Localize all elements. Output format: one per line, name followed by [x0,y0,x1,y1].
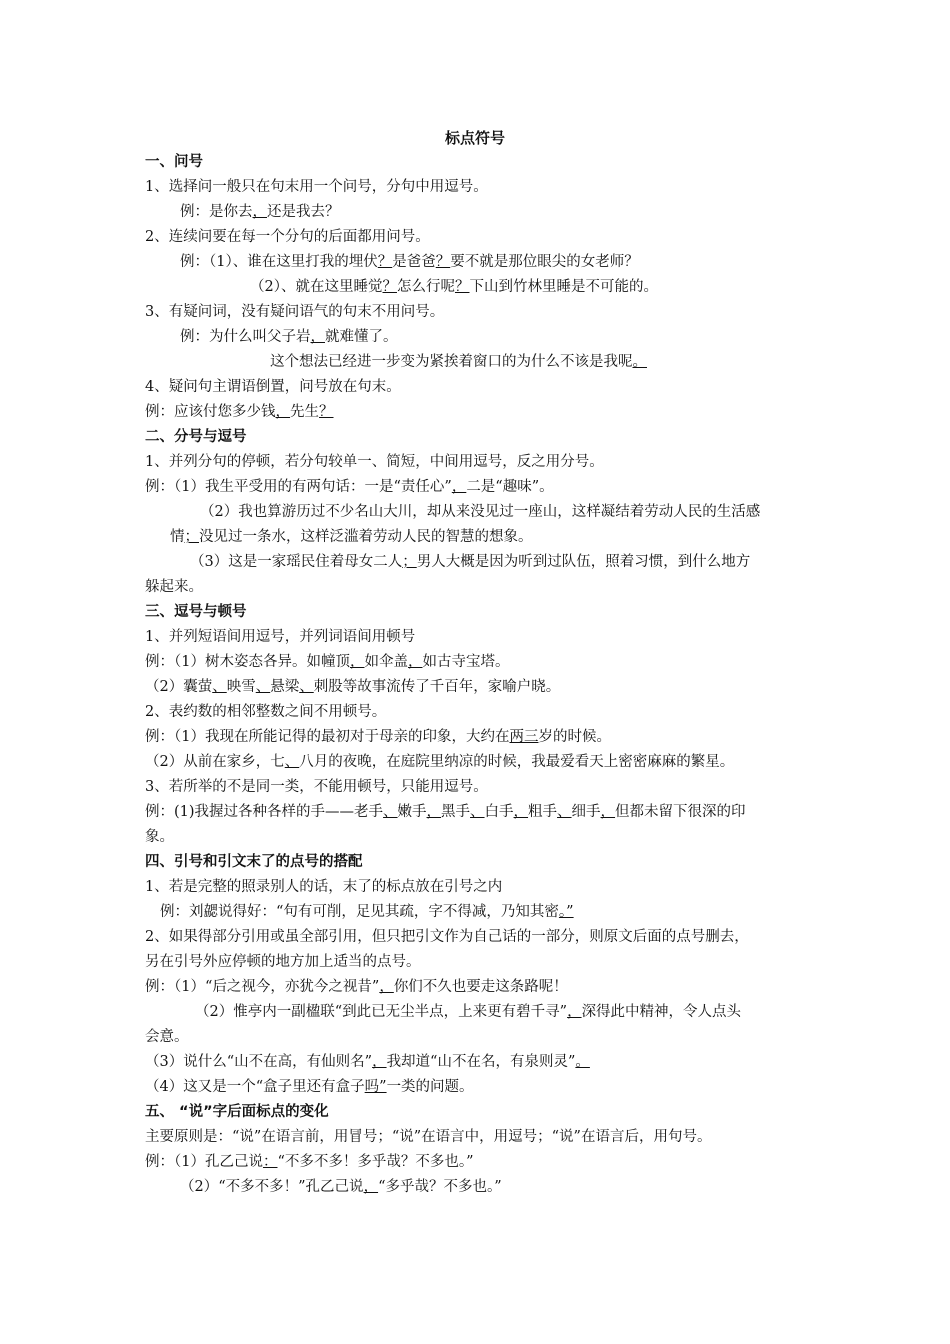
text-segment: （3）这是一家瑶民住着母女二人 [190,554,403,570]
text-line [0,351,950,373]
section-heading [0,1101,950,1123]
text-line [0,501,950,523]
underlined-mark: ？ [377,254,393,270]
section-heading [0,151,950,173]
text-line [0,376,950,398]
text-line [0,276,950,298]
text-segment: 黑手 [441,804,471,820]
underlined-mark: ， [379,979,394,995]
underlined-mark: 。 [575,1054,590,1070]
underlined-mark: ， [349,654,365,670]
text-segment: 怎么行呢 [396,279,455,295]
text-segment: 嫩手 [397,804,427,820]
underlined-mark: ； [184,529,199,545]
underlined-mark: ？ [454,279,470,295]
text-segment: 情 [170,529,185,545]
underlined-mark: ， [513,804,529,820]
text-segment: 我却道“山不在名，有泉则灵” [386,1054,576,1070]
text-line [0,451,950,473]
text-line [0,201,950,223]
text-segment: 例：是你去 [180,204,253,220]
document-title: 标点符号 [444,129,505,147]
text-line [0,401,950,423]
text-segment: 1、选择问一般只在句末用一个问号，分句中用逗号。 [145,179,488,195]
text-segment: （2）“不多不多！”孔乙己说 [180,1179,364,1195]
text-segment: 例：为什么叫父子岩 [180,329,311,345]
text-segment: 五、 “说”字后面标点的变化 [145,1104,329,1120]
text-line [0,651,950,673]
underlined-mark: ？ [319,404,334,420]
text-line [0,776,950,798]
text-segment: 粗手 [528,804,558,820]
underlined-mark: ， [372,1054,387,1070]
text-line [0,901,950,923]
text-segment: 1、并列分句的停顿，若分句较单一、简短，中间用逗号，反之用分号。 [145,454,604,470]
text-line [0,476,950,498]
text-segment: 另在引号外应停顿的地方加上适当的点号。 [145,954,421,970]
text-segment: 一、问号 [145,154,203,170]
text-segment: 你们不久也要走这条路呢！ [393,979,568,995]
underlined-mark: ； [402,554,417,570]
text-segment: 要不就是那位眼尖的女老师？ [450,254,639,270]
text-line [0,676,950,698]
section-heading [0,851,950,873]
text-segment: 如古寺宝塔。 [422,654,510,670]
text-line [0,226,950,248]
underlined-mark: 。” [558,904,574,920]
text-segment: 二是“趣味”。 [466,479,554,495]
underlined-mark: 、 [383,804,398,820]
text-line [0,576,950,598]
text-segment: （4）这又是一个“盒子里还有盒子 [145,1079,365,1095]
text-segment: 例：应该付您多少钱 [145,404,276,420]
underlined-mark: 。 [632,354,647,370]
underlined-mark: ， [407,654,423,670]
text-line [0,1151,950,1173]
text-line [0,951,950,973]
underlined-mark: ， [451,479,467,495]
text-segment: 如伞盖 [364,654,408,670]
text-segment: 2、连续问要在每一个分句的后面都用问号。 [145,229,430,245]
text-segment: 例：（1）“后之视今，亦犹今之视昔” [145,979,380,995]
text-segment: 例：（1）我生平受用的有两句话：一是“责任心” [145,479,452,495]
text-segment: 是爸爸 [392,254,436,270]
underlined-mark: 两三 [509,729,539,745]
text-line [0,1076,950,1098]
text-segment: 没见过一条水，这样泛滥着劳动人民的智慧的想象。 [199,529,533,545]
text-line [0,1001,950,1023]
text-segment: 躲起来。 [145,579,203,595]
text-line [0,301,950,323]
text-segment: 例：（1）我现在所能记得的最初对于母亲的印象，大约在 [145,729,510,745]
text-segment: 八月的夜晚，在庭院里纳凉的时候，我最爱看天上密密麻麻的繁星。 [299,754,735,770]
underlined-mark: ？ [382,279,397,295]
text-segment: 下山到竹林里睡是不可能的。 [469,279,658,295]
text-segment: 还是我去？ [267,204,340,220]
text-line [0,176,950,198]
underlined-mark: 、 [557,804,572,820]
text-line [0,701,950,723]
text-line [0,251,950,273]
text-segment: 刺股等故事流传了千百年，家喻户晓。 [313,679,561,695]
text-segment: “不多不多！多乎哉？不多也。” [277,1154,474,1170]
text-segment: 一类的问题。 [386,1079,474,1095]
text-segment: （2）从前在家乡，七 [145,754,285,770]
underlined-mark: ， [252,204,267,220]
text-segment: （2）我也算游历过不少名山大川，却从来没见过一座山，这样凝结着劳动人民的生活感 [200,504,761,520]
underlined-mark: 、 [299,679,314,695]
text-segment: “多乎哉？不多也。” [378,1179,502,1195]
text-segment: 3、若所举的不是同一类，不能用顿号，只能用逗号。 [145,779,488,795]
text-segment: 例：（1）树木姿态各异。如幢顶 [145,654,350,670]
text-segment: 1、若是完整的照录别人的话，末了的标点放在引号之内 [145,879,503,895]
text-segment: 深得此中精神，令人点头 [581,1004,742,1020]
text-segment: 例：（1）孔乙己说 [145,1154,263,1170]
text-segment: 先生 [290,404,319,420]
text-segment: 2、如果得部分引用或虽全部引用，但只把引文作为自己话的一部分，则原文后面的点号删去， [145,929,749,945]
text-segment: 四、引号和引文末了的点号的搭配 [145,854,363,870]
text-segment: 映雪 [226,679,256,695]
text-segment: 4、疑问句主谓语倒置，问号放在句末。 [145,379,401,395]
text-line [0,801,950,823]
underlined-mark: 、 [284,754,300,770]
text-segment: 但都未留下很深的印 [615,804,746,820]
underlined-mark: 、 [212,679,227,695]
text-segment: （3）说什么“山不在高，有仙则名” [145,1054,373,1070]
text-segment: 象。 [145,829,174,845]
underlined-mark: ， [275,404,290,420]
text-line [0,1126,950,1148]
underlined-mark: ， [363,1179,379,1195]
text-line [0,1026,950,1048]
text-line [0,876,950,898]
underlined-mark: ， [600,804,616,820]
text-segment: 2、表约数的相邻整数之间不用顿号。 [145,704,387,720]
text-segment: 例：(1)我握过各种各样的手——老手 [145,804,384,820]
underlined-mark: ， [310,329,325,345]
underlined-mark: ， [426,804,442,820]
text-segment: 例：（1）、谁在这里打我的埋伏 [180,254,378,270]
text-line [0,751,950,773]
text-segment: 1、并列短语间用逗号，并列词语间用顿号 [145,629,416,645]
text-segment: 这个想法已经进一步变为紧挨着窗口的为什么不该是我呢 [270,354,633,370]
text-line [0,1176,950,1198]
section-heading [0,601,950,623]
text-segment: 三、逗号与顿号 [145,604,247,620]
underlined-mark: ： [262,1154,278,1170]
text-segment: 岁的时候。 [538,729,611,745]
text-segment: 就难懂了。 [325,329,398,345]
text-segment: 主要原则是：“说”在语言前，用冒号；“说”在语言中，用逗号；“说”在语言后，用句号。 [145,1129,712,1145]
text-segment: （2）惟亭内一副楹联“到此已无尘半点，上来更有碧千寻” [195,1004,568,1020]
underlined-mark: ？ [435,254,451,270]
text-line [0,326,950,348]
text-segment: （2）、就在这里睡觉 [250,279,383,295]
text-line [0,976,950,998]
underlined-mark: 、 [470,804,485,820]
text-line [0,1051,950,1073]
text-segment: （2）囊萤 [145,679,213,695]
underlined-mark: 吗” [364,1079,387,1095]
underlined-mark: ， [567,1004,582,1020]
text-segment: 细手 [571,804,601,820]
text-segment: 白手 [484,804,514,820]
text-line [0,526,950,548]
text-segment: 悬梁 [270,679,300,695]
text-segment: 3、有疑问词，没有疑问语气的句末不用问号。 [145,304,445,320]
text-segment: 会意。 [145,1029,189,1045]
text-line [0,551,950,573]
text-line [0,826,950,848]
text-segment: 二、分号与逗号 [145,429,247,445]
section-heading [0,426,950,448]
text-line [0,626,950,648]
text-segment: 例：刘勰说得好：“句有可削，足见其疏，字不得减，乃知其密 [160,904,559,920]
text-line [0,726,950,748]
text-segment: 男人大概是因为听到过队伍，照着习惯，到什么地方 [416,554,751,570]
text-line [0,926,950,948]
underlined-mark: 、 [255,679,271,695]
